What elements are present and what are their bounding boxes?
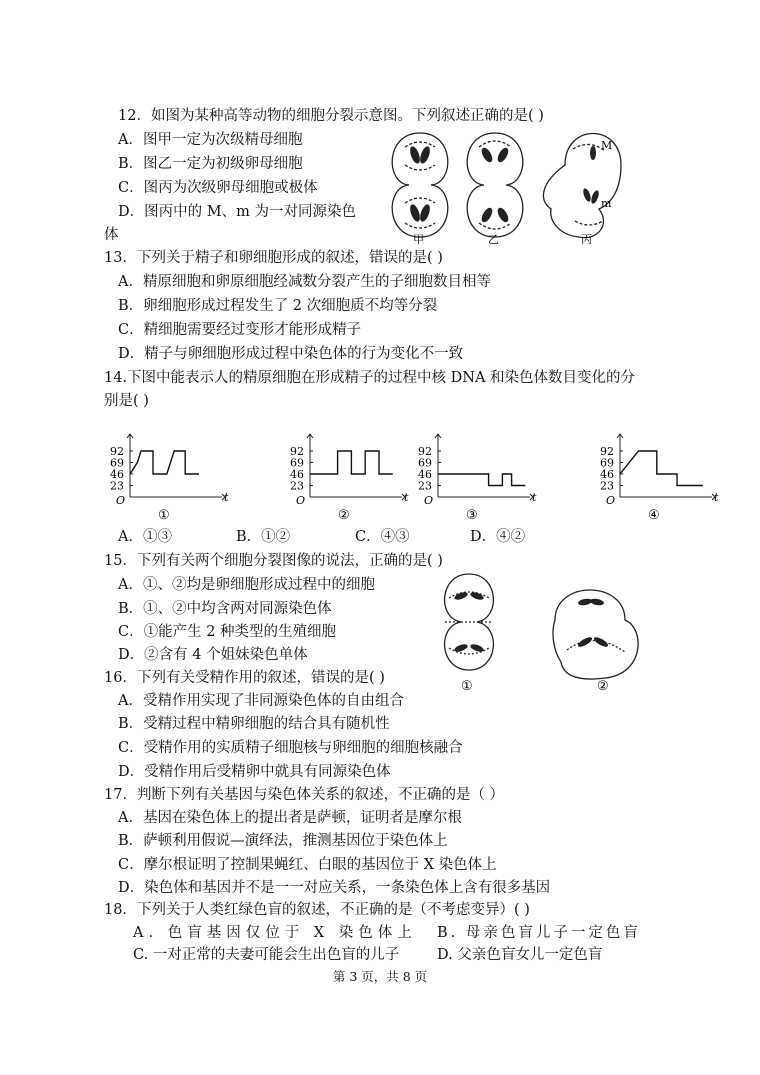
graph-y-tick-label: 69	[290, 456, 304, 470]
q14-option-c: C．④③	[355, 529, 410, 545]
graph-3	[418, 434, 537, 523]
q15-stem: 15．下列有关两个细胞分裂图像的说法，正确的是( )	[104, 553, 443, 569]
fig-label-2: ②	[597, 679, 609, 694]
q14-option-d: D．④②	[470, 529, 526, 545]
fig-label-jia: 甲	[413, 233, 424, 246]
mark-m: m	[601, 197, 612, 210]
q17-option-b: B．萨顿利用假说—演绎法，推测基因位于染色体上	[118, 833, 448, 849]
graph-y-tick-label: 69	[418, 456, 432, 470]
fig-label-1: ①	[461, 679, 473, 694]
q13-option-d: D．精子与卵细胞形成过程中染色体的行为变化不一致	[118, 346, 464, 362]
mark-M: M	[601, 139, 613, 152]
graph-origin-label: O	[606, 494, 616, 507]
cell-yi-outline	[467, 133, 523, 237]
q12-option-a: A．图甲一定为次级精母细胞	[118, 132, 303, 148]
q14-stem-line2: 别是( )	[104, 393, 149, 409]
q17-option-a: A．基因在染色体上的提出者是萨顿，证明者是摩尔根	[118, 810, 462, 826]
graph-y-tick-label: 46	[418, 468, 432, 481]
graph-number-label: ①	[158, 508, 170, 523]
q15-option-b: B．①、②中均含两对同源染色体	[118, 601, 332, 617]
q15-option-a: A．①、②均是卵细胞形成过程中的细胞	[118, 577, 375, 593]
q18-option-c: C. 一对正常的夫妻可能会生出色盲的儿子	[133, 947, 400, 963]
graph-y-tick-label: 23	[418, 479, 432, 493]
graph-y-tick-label: 46	[110, 468, 124, 481]
q14-option-b: B．①②	[236, 529, 291, 545]
q17-stem: 17．判断下列有关基因与染色体关系的叙述，不正确的是（ ）	[104, 787, 505, 803]
graph-y-tick-label: 23	[110, 479, 124, 493]
graph-t-label: t	[532, 491, 537, 504]
graph-line	[310, 451, 393, 474]
q15-figure	[435, 570, 675, 696]
graph-y-tick-label: 69	[110, 456, 124, 470]
graph-number-label: ②	[338, 508, 350, 523]
q17-option-d: D．染色体和基因并不是一一对应关系，一条染色体上含有很多基因	[118, 880, 551, 896]
graph-origin-label: O	[424, 494, 434, 507]
graph-y-tick-label: 92	[600, 445, 614, 458]
q18-option-a: A. 色盲基因仅位于 X 染色体上	[133, 925, 417, 941]
graph-t-label: t	[404, 491, 409, 504]
graph-number-label: ③	[466, 508, 478, 523]
graph-y-tick-label: 46	[600, 468, 614, 481]
graph-line	[130, 451, 199, 474]
graph-y-tick-label: 92	[110, 445, 124, 458]
cell-jia-outline	[392, 133, 448, 237]
q15-option-d: D．②含有 4 个姐妹染色单体	[118, 647, 308, 663]
graph-t-label: t	[714, 491, 719, 504]
graph-1	[110, 434, 229, 523]
graph-y-tick-label: 23	[290, 479, 304, 493]
graph-t-label: t	[224, 491, 229, 504]
page-footer: 第 3 页，共 8 页	[332, 969, 428, 984]
q13-option-b: B．卵细胞形成过程发生了 2 次细胞质不均等分裂	[118, 298, 438, 314]
graph-2	[290, 434, 409, 523]
graph-line	[438, 474, 525, 486]
q14-stem-line1: 14.下图中能表示人的精原细胞在形成精子的过程中核 DNA 和染色体数目变化的分	[104, 370, 636, 386]
q18-stem: 18．下列关于人类红绿色盲的叙述，不正确的是（不考虑变异）( )	[104, 902, 530, 918]
graph-y-tick-label: 23	[600, 479, 614, 493]
q18-option-b: B. 母亲色盲儿子一定色盲	[437, 925, 641, 941]
q18-option-d: D. 父亲色盲女儿一定色盲	[437, 947, 603, 963]
graph-origin-label: O	[116, 494, 126, 507]
graph-y-tick-label: 92	[290, 445, 304, 458]
q12-figure	[375, 125, 635, 247]
q15-option-c: C．①能产生 2 种类型的生殖细胞	[118, 624, 337, 640]
q16-option-d: D．受精作用后受精卵中就具有同源染色体	[118, 764, 391, 780]
q16-option-c: C．受精作用的实质精子细胞核与卵细胞的细胞核融合	[118, 740, 463, 756]
q16-stem: 16．下列有关受精作用的叙述，错误的是( )	[104, 670, 385, 686]
graph-y-tick-label: 69	[600, 456, 614, 470]
q17-option-c: C．摩尔根证明了控制果蝇红、白眼的基因位于 X 染色体上	[118, 857, 497, 873]
graph-y-tick-label: 46	[290, 468, 304, 481]
q12-option-d: D．图丙中的 M、m 为一对同源染色	[118, 204, 356, 220]
q14-option-a: A．①③	[118, 529, 172, 545]
q13-stem: 13．下列关于精子和卵细胞形成的叙述，错误的是( )	[104, 250, 443, 266]
q12-option-c: C．图丙为次级卵母细胞或极体	[118, 180, 318, 196]
q14-graphs	[110, 433, 719, 523]
graph-origin-label: O	[296, 494, 306, 507]
q12-option-d-wrap: 体	[104, 227, 119, 243]
fig-label-yi: 乙	[488, 233, 499, 246]
q12-option-b: B．图乙一定为初级卵母细胞	[118, 156, 303, 172]
q13-option-c: C．精细胞需要经过变形才能形成精子	[118, 322, 362, 338]
graph-4	[600, 434, 719, 523]
q12-stem: 12．如图为某种高等动物的细胞分裂示意图。下列叙述正确的是( )	[118, 108, 544, 124]
fig-label-bing: 丙	[581, 233, 592, 246]
q16-option-a: A．受精作用实现了非同源染色体的自由组合	[118, 693, 404, 709]
q13-option-a: A．精原细胞和卵原细胞经减数分裂产生的子细胞数目相等	[118, 274, 491, 290]
graph-number-label: ④	[648, 508, 660, 523]
q16-option-b: B．受精过程中精卵细胞的结合具有随机性	[118, 716, 390, 732]
graph-y-tick-label: 92	[418, 445, 432, 458]
graph-line	[620, 451, 703, 486]
